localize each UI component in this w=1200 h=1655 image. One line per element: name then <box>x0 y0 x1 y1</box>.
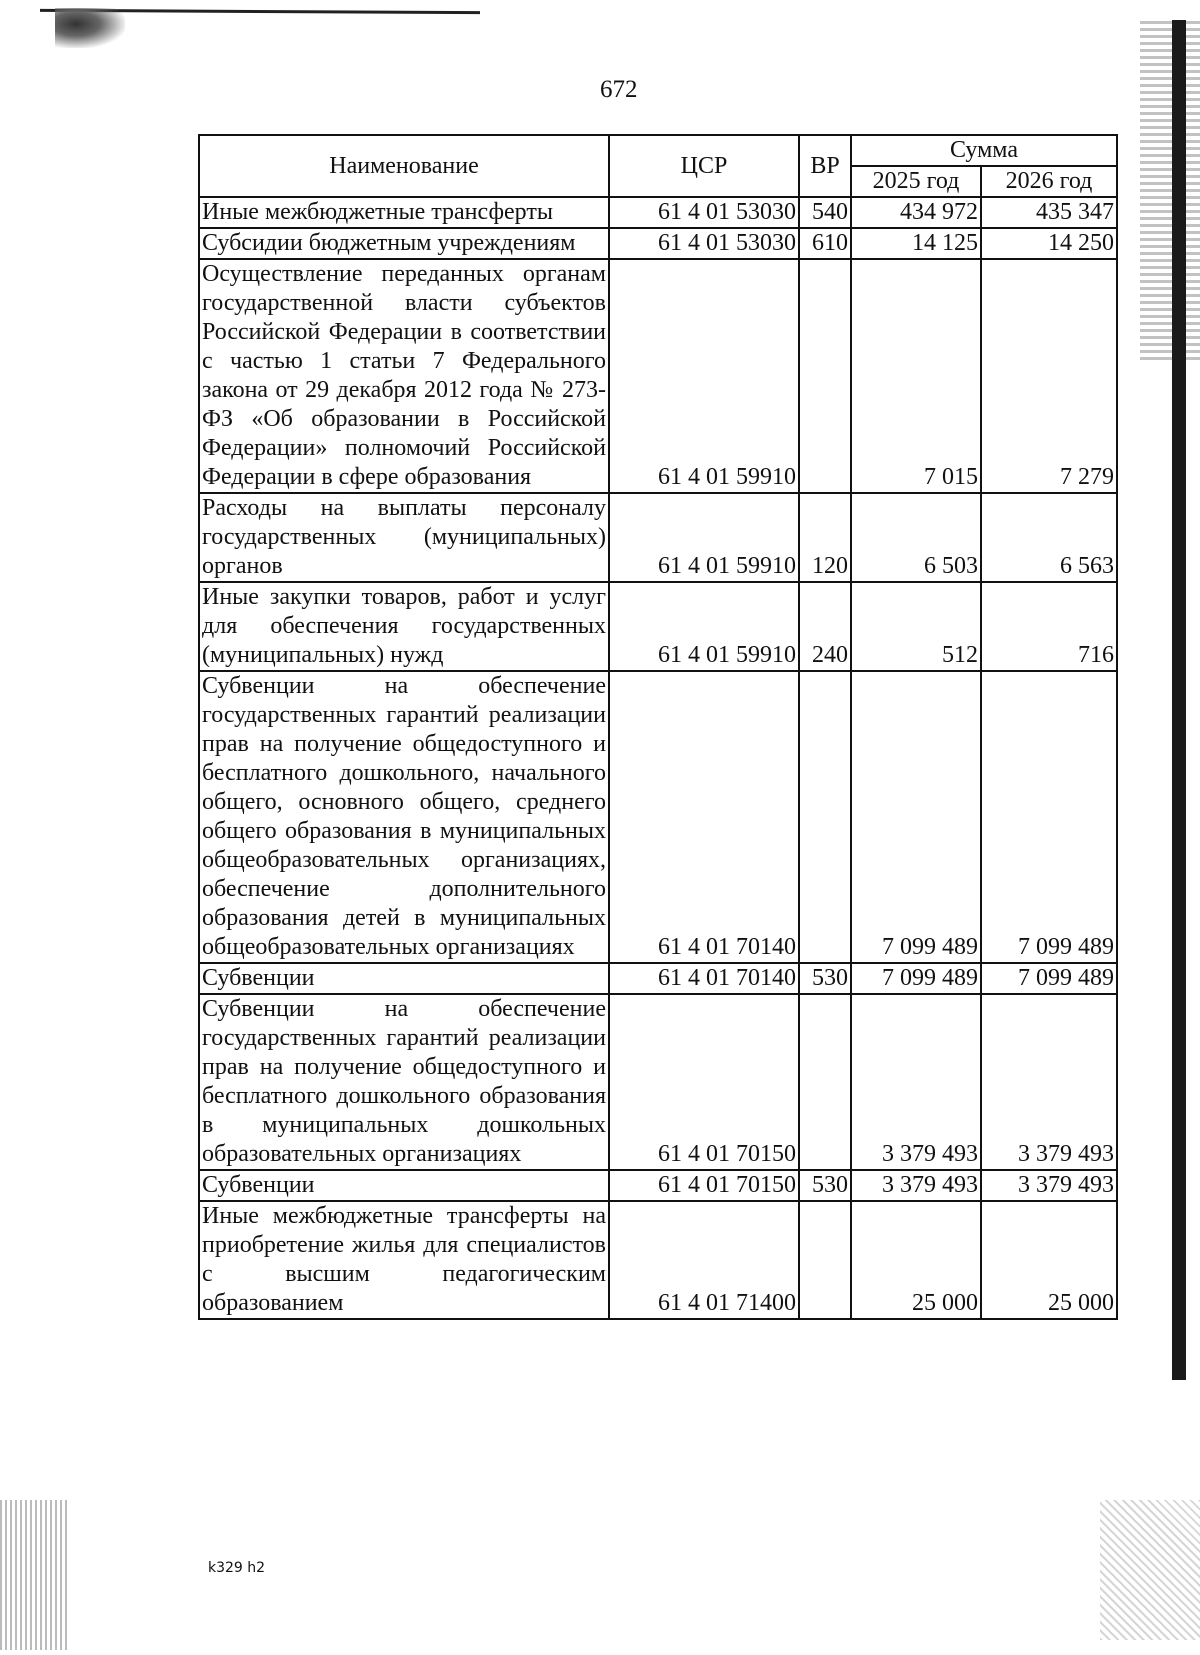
table-row <box>199 1170 1117 1201</box>
row-amount-2026: 3 379 493 <box>981 994 1117 1170</box>
row-amount-2025: 3 379 493 <box>851 994 981 1170</box>
row-name: Иные закупки товаров, работ и услуг для обеспечения государственных (муниципальных) нужд <box>199 582 609 671</box>
header-year-2025: 2025 год <box>851 166 981 197</box>
row-amount-2026: 7 279 <box>981 259 1117 493</box>
header-csr: ЦСР <box>609 135 799 197</box>
row-amount-2025: 7 099 489 <box>851 963 981 994</box>
table-row <box>199 259 1117 493</box>
row-csr: 61 4 01 70150 <box>609 1170 799 1201</box>
table-row <box>199 994 1117 1170</box>
table-row <box>199 963 1117 994</box>
row-amount-2026: 7 099 489 <box>981 963 1117 994</box>
row-vr <box>799 671 851 963</box>
row-name: Субвенции <box>199 963 609 994</box>
row-vr <box>799 994 851 1170</box>
row-vr: 530 <box>799 963 851 994</box>
row-csr: 61 4 01 70140 <box>609 963 799 994</box>
row-amount-2026: 25 000 <box>981 1201 1117 1319</box>
header-vr: ВР <box>799 135 851 197</box>
header-name: Наименование <box>199 135 609 197</box>
row-csr: 61 4 01 59910 <box>609 582 799 671</box>
row-amount-2025: 3 379 493 <box>851 1170 981 1201</box>
row-vr <box>799 1201 851 1319</box>
row-amount-2026: 435 347 <box>981 197 1117 228</box>
row-name: Иные межбюджетные трансферты <box>199 197 609 228</box>
row-amount-2025: 434 972 <box>851 197 981 228</box>
row-name: Субвенции на обеспечение государственных гарантий реализации прав на получение общедоступного и бесплатного дошкольного, начального общего, основного общего, среднего общего образования в муниципальных общеобразовательных организациях, обеспечение дополнительного образования детей в муниципальных общеобразовательных организациях <box>199 671 609 963</box>
row-name: Иные межбюджетные трансферты на приобретение жилья для специалистов с высшим педагогическим образованием <box>199 1201 609 1319</box>
row-csr: 61 4 01 53030 <box>609 228 799 259</box>
row-amount-2025: 6 503 <box>851 493 981 582</box>
row-vr: 240 <box>799 582 851 671</box>
row-vr: 530 <box>799 1170 851 1201</box>
header-sum: Сумма <box>851 135 1117 166</box>
table-row <box>199 1201 1117 1319</box>
row-amount-2025: 14 125 <box>851 228 981 259</box>
header-year-2026: 2026 год <box>981 166 1117 197</box>
row-amount-2026: 7 099 489 <box>981 671 1117 963</box>
row-vr: 540 <box>799 197 851 228</box>
row-amount-2025: 7 099 489 <box>851 671 981 963</box>
table-row <box>199 493 1117 582</box>
scan-artifact-left-edge <box>0 1500 70 1650</box>
footer-code: k329 h2 <box>208 1560 266 1576</box>
row-name: Субвенции <box>199 1170 609 1201</box>
budget-table <box>198 134 1118 1320</box>
page-number: 672 <box>600 76 638 103</box>
row-csr: 61 4 01 70150 <box>609 994 799 1170</box>
scan-artifact-right-edge <box>1140 20 1200 360</box>
row-amount-2026: 6 563 <box>981 493 1117 582</box>
row-name: Расходы на выплаты персоналу государственных (муниципальных) органов <box>199 493 609 582</box>
row-amount-2025: 512 <box>851 582 981 671</box>
row-vr <box>799 259 851 493</box>
row-amount-2026: 3 379 493 <box>981 1170 1117 1201</box>
row-amount-2025: 25 000 <box>851 1201 981 1319</box>
row-csr: 61 4 01 59910 <box>609 259 799 493</box>
table-header-row <box>199 135 1117 166</box>
row-vr: 610 <box>799 228 851 259</box>
row-name: Осуществление переданных органам государственной власти субъектов Российской Федерации в соответствии с частью 1 статьи 7 Федерального закона от 29 декабря 2012 года № 273-ФЗ «Об образовании в Российской Федерации» полномочий Российской Федерации в сфере образования <box>199 259 609 493</box>
row-csr: 61 4 01 59910 <box>609 493 799 582</box>
row-name: Субсидии бюджетным учреждениям <box>199 228 609 259</box>
row-csr: 61 4 01 53030 <box>609 197 799 228</box>
row-amount-2025: 7 015 <box>851 259 981 493</box>
row-amount-2026: 14 250 <box>981 228 1117 259</box>
table-row <box>199 582 1117 671</box>
table-row <box>199 197 1117 228</box>
table-row <box>199 228 1117 259</box>
table-row <box>199 671 1117 963</box>
scan-artifact-right-bottom <box>1100 1500 1200 1640</box>
row-csr: 61 4 01 71400 <box>609 1201 799 1319</box>
row-csr: 61 4 01 70140 <box>609 671 799 963</box>
scan-artifact-right-bar <box>1172 20 1186 1380</box>
scan-artifact-smudge <box>55 8 125 48</box>
row-name: Субвенции на обеспечение государственных гарантий реализации прав на получение общедоступного и бесплатного дошкольного образования в муниципальных дошкольных образовательных организациях <box>199 994 609 1170</box>
row-amount-2026: 716 <box>981 582 1117 671</box>
row-vr: 120 <box>799 493 851 582</box>
